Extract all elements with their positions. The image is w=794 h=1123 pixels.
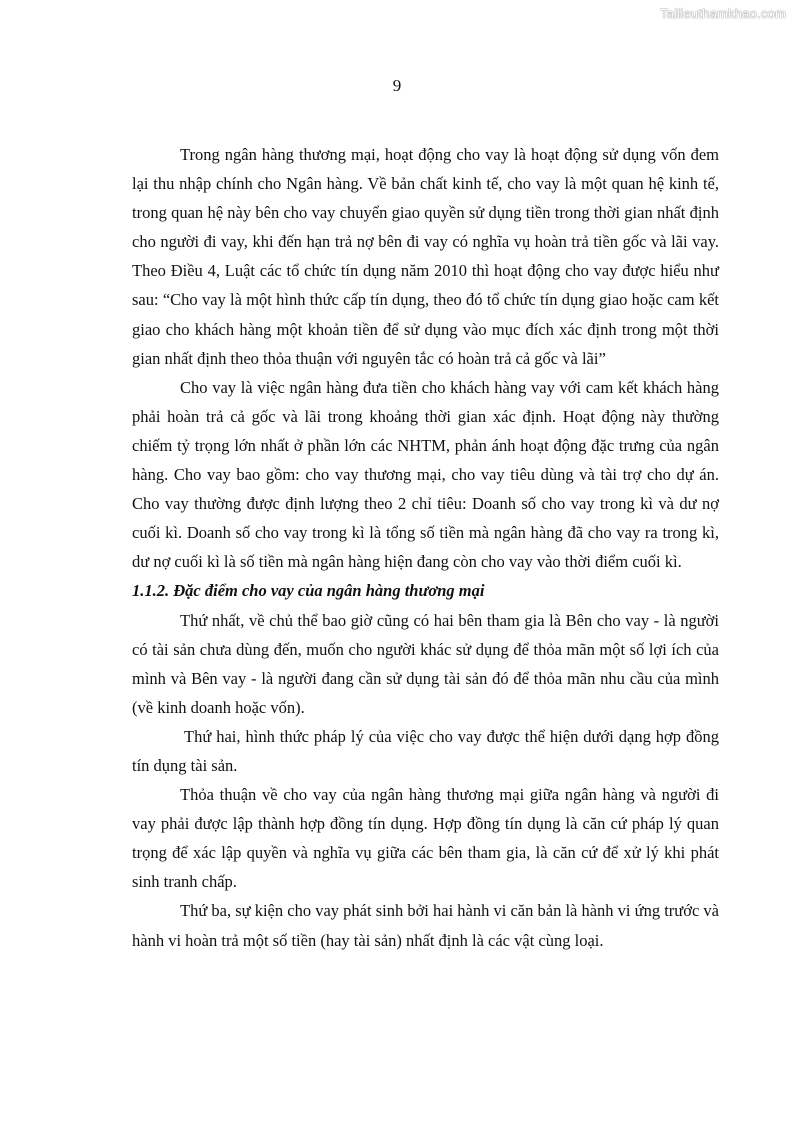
page-number: 9 (392, 76, 402, 95)
watermark: Tailieuthamkhao.com (660, 6, 786, 21)
paragraph-credit-contract: Thỏa thuận về cho vay của ngân hàng thương mại giữa ngân hàng và người đi vay phải được lập thành hợp đồng tín dụng. Hợp đồng tín dụng là căn cứ pháp lý quan trọng để xác lập quyền và nghĩa vụ giữa các bên tham gia, là căn cứ để xử lý khi phát sinh tranh chấp. (132, 785, 719, 892)
paragraph-third-feature: Thứ ba, sự kiện cho vay phát sinh bởi hai hành vi căn bản là hành vi ứng trước và hành vi hoàn trả một số tiền (hay tài sản) nhất định là các vật cùng loại. (132, 901, 719, 950)
paragraph-first-feature: Thứ nhất, về chủ thể bao giờ cũng có hai bên tham gia là Bên cho vay - là người có tài sản chưa dùng đến, muốn cho người khác sử dụng để thỏa mãn một số lợi ích của mình và Bên vay - là người đang cần sử dụng tài sản đó để thỏa mãn nhu cầu của mình (về kinh doanh hoặc vốn). (132, 610, 719, 717)
paragraph-second-feature: Thứ hai, hình thức pháp lý của việc cho vay được thể hiện dưới dạng hợp đồng tín dụng tài sản. (132, 726, 719, 775)
paragraph-lending-definition: Trong ngân hàng thương mại, hoạt động cho vay là hoạt động sử dụng vốn đem lại thu nhập chính cho Ngân hàng. Về bản chất kinh tế, cho vay là một quan hệ kinh tế, trong quan hệ này bên cho vay chuyển giao quyền sử dụng tiền trong thời gian nhất định cho người đi vay, khi đến hạn trả nợ bên đi vay có nghĩa vụ hoàn trả tiền gốc và lãi vay. Theo Điều 4, Luật các tổ chức tín dụng năm 2010 thì hoạt động cho vay được hiểu như sau: “Cho vay là một hình thức cấp tín dụng, theo đó tổ chức tín dụng giao hoặc cam kết giao cho khách hàng một khoản tiền để sử dụng vào mục đích xác định trong một thời gian nhất định theo thỏa thuận với nguyên tắc có hoàn trả cả gốc và lãi” (132, 145, 719, 368)
paragraph-lending-overview: Cho vay là việc ngân hàng đưa tiền cho khách hàng vay với cam kết khách hàng phải hoàn trả cả gốc và lãi trong khoảng thời gian xác định. Hoạt động này thường chiếm tỷ trọng lớn nhất ở phần lớn các NHTM, phản ánh hoạt động đặc trưng của ngân hàng. Cho vay bao gồm: cho vay thương mại, cho vay tiêu dùng và tài trợ cho dự án. Cho vay thường được định lượng theo 2 chỉ tiêu: Doanh số cho vay trong kì và dư nợ cuối kì. Doanh số cho vay trong kì là tổng số tiền mà ngân hàng đã cho vay ra trong kì, dư nợ cuối kì là số tiền mà ngân hàng hiện đang còn cho vay vào thời điểm cuối kì. (132, 377, 719, 572)
section-heading: 1.1.2. Đặc điểm cho vay của ngân hàng thương mại (132, 581, 485, 601)
document-body (132, 140, 719, 955)
